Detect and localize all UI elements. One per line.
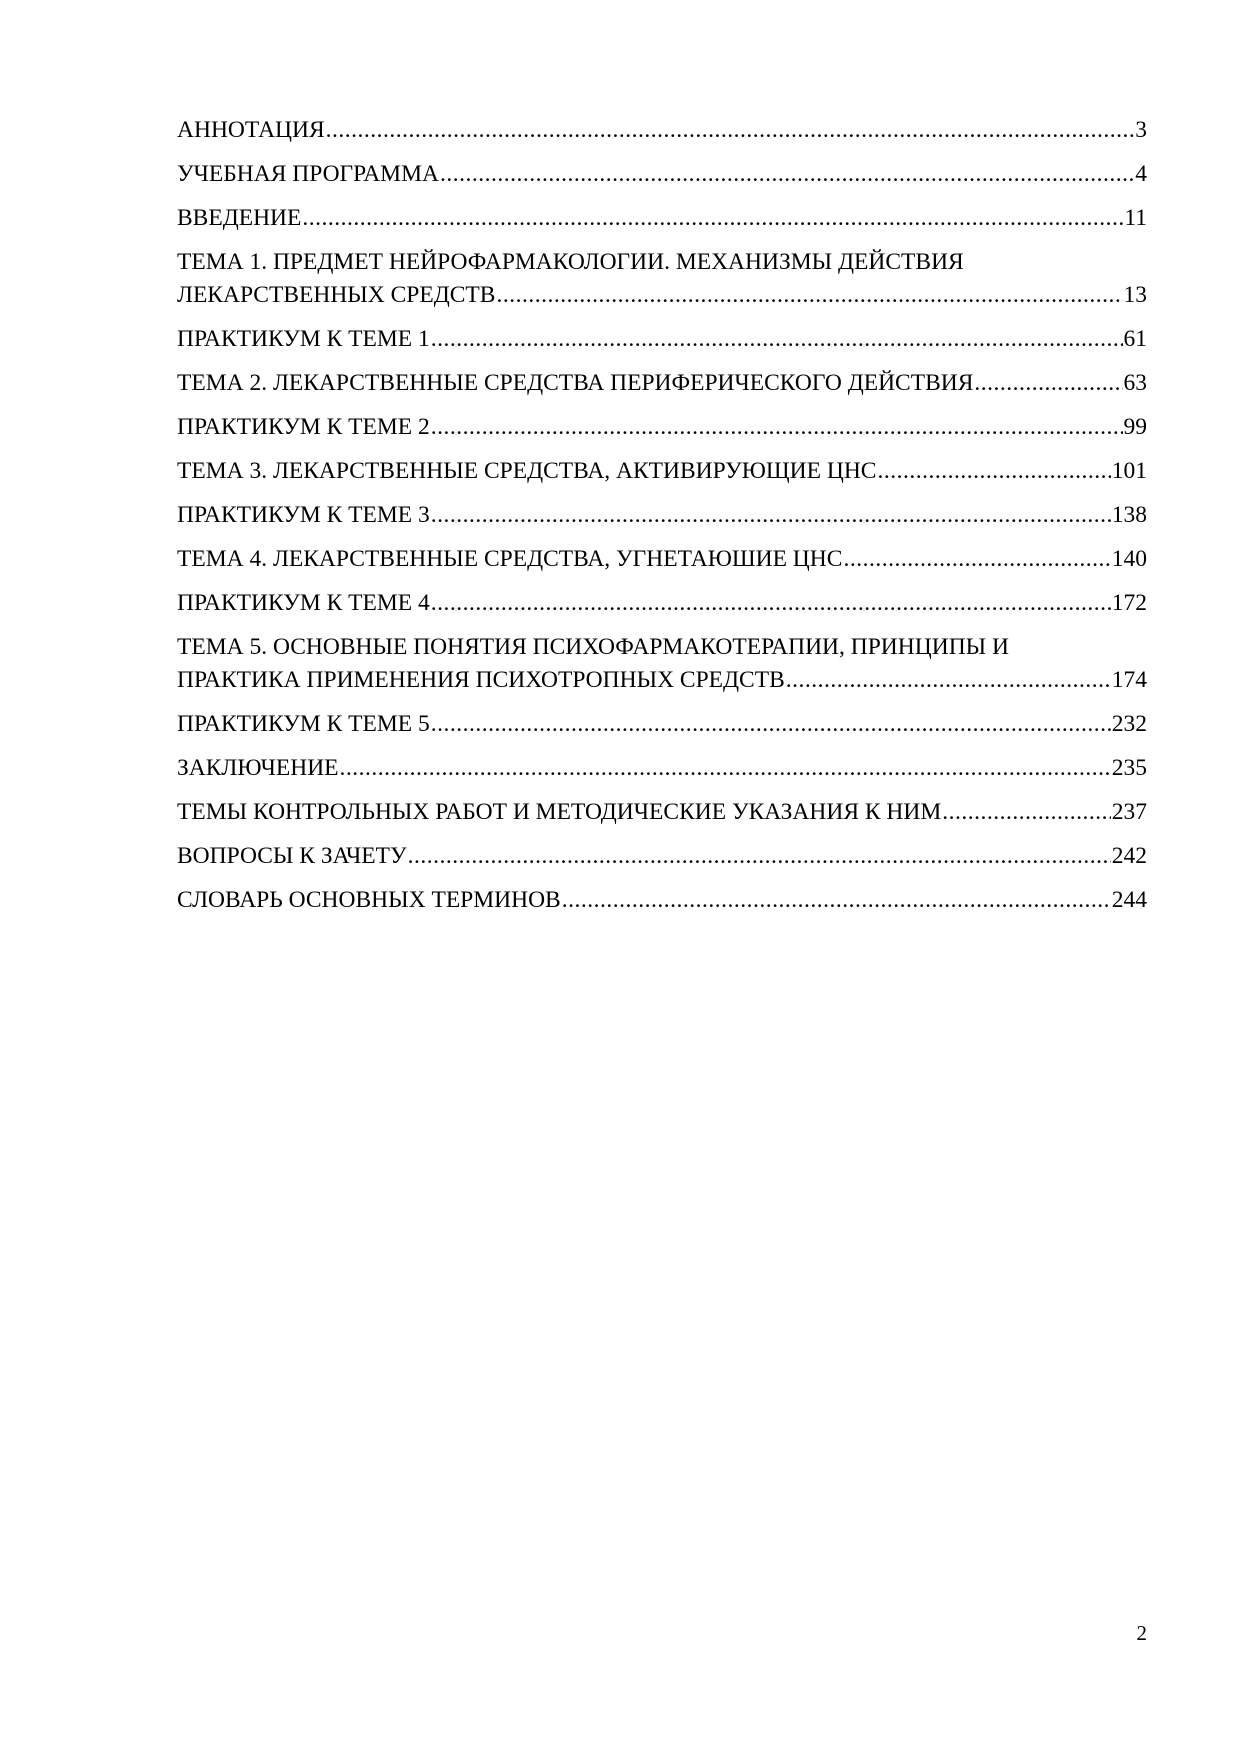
- toc-dot-leader: [340, 752, 1111, 785]
- toc-dot-leader: [431, 411, 1123, 444]
- toc-dot-leader: [786, 664, 1111, 697]
- toc-entry-line: [177, 499, 1147, 532]
- toc-entry[interactable]: [177, 708, 1147, 741]
- toc-entry[interactable]: [177, 631, 1147, 697]
- toc-dot-leader: [431, 323, 1123, 356]
- toc-entry-line: [177, 455, 1147, 488]
- toc-entry-page: 13: [1123, 282, 1147, 308]
- toc-entry-line: [177, 411, 1147, 444]
- toc-entry-title: ТЕМЫ КОНТРОЛЬНЫХ РАБОТ И МЕТОДИЧЕСКИЕ УКАЗАНИЯ К НИМ: [177, 799, 942, 825]
- toc-entry-line: [177, 587, 1147, 620]
- toc-entry-title-line: ТЕМА 5. ОСНОВНЫЕ ПОНЯТИЯ ПСИХОФАРМАКОТЕРАПИИ, ПРИНЦИПЫ И: [177, 634, 1010, 660]
- toc-entry-title: АННОТАЦИЯ: [177, 117, 325, 143]
- toc-entry-page: 99: [1123, 414, 1147, 440]
- toc-entry[interactable]: [177, 114, 1147, 147]
- toc-entry[interactable]: [177, 323, 1147, 356]
- toc-dot-leader: [431, 708, 1111, 741]
- toc-entry[interactable]: [177, 411, 1147, 444]
- toc-entry-page: 4: [1135, 161, 1147, 187]
- toc-entry-title: ЗАКЛЮЧЕНИЕ: [177, 755, 339, 781]
- toc-dot-leader: [496, 279, 1122, 312]
- toc-entry-line: [177, 158, 1147, 191]
- page-number: 2: [1136, 1621, 1147, 1645]
- toc-entry[interactable]: [177, 202, 1147, 235]
- toc-entry-page: 237: [1111, 799, 1147, 825]
- toc-entry-page: 11: [1124, 205, 1147, 231]
- toc-dot-leader: [326, 114, 1135, 147]
- toc-entry-line: [177, 884, 1147, 917]
- toc-entry-title: ПРАКТИКУМ К ТЕМЕ 2: [177, 414, 430, 440]
- toc-entry-page: 140: [1111, 546, 1147, 572]
- toc-entry[interactable]: [177, 246, 1147, 312]
- toc-dot-leader: [302, 202, 1123, 235]
- toc-entry-title: ПРАКТИКУМ К ТЕМЕ 1: [177, 326, 430, 352]
- toc-entry-line: [177, 708, 1147, 741]
- toc-entry-page: 61: [1123, 326, 1147, 352]
- toc-entry[interactable]: [177, 796, 1147, 829]
- toc-dot-leader: [562, 884, 1111, 917]
- toc-entry-line: [177, 840, 1147, 873]
- toc-entry-line: [177, 796, 1147, 829]
- toc-entry-title: ЛЕКАРСТВЕННЫХ СРЕДСТВ: [177, 282, 496, 308]
- toc-entry-line: [177, 323, 1147, 356]
- toc-entry-line: [177, 664, 1147, 697]
- toc-entry-title: УЧЕБНАЯ ПРОГРАММА: [177, 161, 439, 187]
- toc-dot-leader: [431, 587, 1111, 620]
- toc-entry-title: ВВЕДЕНИЕ: [177, 205, 302, 231]
- toc-entry-title: СЛОВАРЬ ОСНОВНЫХ ТЕРМИНОВ: [177, 887, 561, 913]
- toc-entry-line: [177, 367, 1147, 400]
- toc-entry-title: ТЕМА 4. ЛЕКАРСТВЕННЫЕ СРЕДСТВА, УГНЕТАЮШИЕ ЦНС: [177, 546, 843, 572]
- toc-entry[interactable]: [177, 543, 1147, 576]
- toc-entry[interactable]: [177, 499, 1147, 532]
- toc-entry[interactable]: [177, 884, 1147, 917]
- toc-entry-title: ТЕМА 2. ЛЕКАРСТВЕННЫЕ СРЕДСТВА ПЕРИФЕРИЧЕСКОГО ДЕЙСТВИЯ: [177, 370, 974, 396]
- toc-entry[interactable]: [177, 455, 1147, 488]
- toc-entry-page: 235: [1111, 755, 1147, 781]
- toc-entry-page: 63: [1123, 370, 1147, 396]
- toc-entry-page: 242: [1111, 843, 1147, 869]
- toc-entry-title: ВОПРОСЫ К ЗАЧЕТУ: [177, 843, 407, 869]
- toc-entry[interactable]: [177, 752, 1147, 785]
- toc-dot-leader: [408, 840, 1111, 873]
- toc-dot-leader: [431, 499, 1111, 532]
- toc-dot-leader: [942, 796, 1110, 829]
- toc-dot-leader: [877, 455, 1110, 488]
- toc-entry-line: [177, 202, 1147, 235]
- toc-entry-title: ПРАКТИКА ПРИМЕНЕНИЯ ПСИХОТРОПНЫХ СРЕДСТВ: [177, 667, 785, 693]
- toc-entry-page: 172: [1111, 590, 1147, 616]
- toc-entry-page: 138: [1111, 502, 1147, 528]
- toc-entry-title: ПРАКТИКУМ К ТЕМЕ 4: [177, 590, 430, 616]
- toc-entry-page: 232: [1111, 711, 1147, 737]
- toc-dot-leader: [440, 158, 1134, 191]
- toc-entry-line: [177, 543, 1147, 576]
- table-of-contents: [177, 114, 1147, 928]
- toc-entry[interactable]: [177, 587, 1147, 620]
- toc-dot-leader: [843, 543, 1110, 576]
- toc-entry-line: [177, 279, 1147, 312]
- toc-entry-page: 3: [1135, 117, 1147, 143]
- toc-dot-leader: [974, 367, 1122, 400]
- toc-entry-title: ТЕМА 3. ЛЕКАРСТВЕННЫЕ СРЕДСТВА, АКТИВИРУЮЩИЕ ЦНС: [177, 458, 877, 484]
- toc-entry-page: 244: [1111, 887, 1147, 913]
- toc-entry-page: 101: [1111, 458, 1147, 484]
- toc-entry-title: ПРАКТИКУМ К ТЕМЕ 3: [177, 502, 430, 528]
- toc-entry[interactable]: [177, 158, 1147, 191]
- toc-entry[interactable]: [177, 367, 1147, 400]
- toc-entry-line: [177, 752, 1147, 785]
- toc-entry-title: ПРАКТИКУМ К ТЕМЕ 5: [177, 711, 430, 737]
- toc-entry-title-line: ТЕМА 1. ПРЕДМЕТ НЕЙРОФАРМАКОЛОГИИ. МЕХАНИЗМЫ ДЕЙСТВИЯ: [177, 249, 964, 275]
- toc-entry[interactable]: [177, 840, 1147, 873]
- toc-entry-page: 174: [1111, 667, 1147, 693]
- toc-entry-line: [177, 114, 1147, 147]
